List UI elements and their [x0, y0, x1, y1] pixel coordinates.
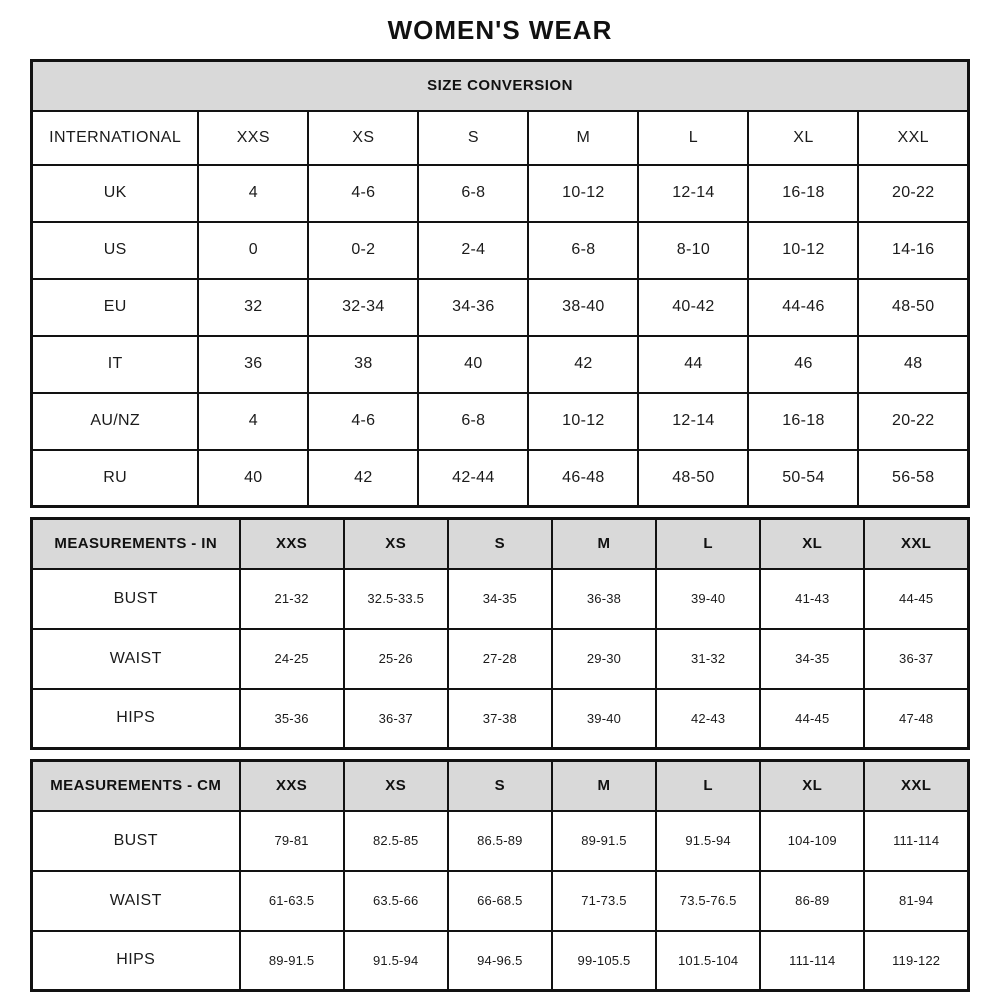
value-cell: 36-37: [344, 689, 448, 749]
value-cell: 32: [198, 279, 308, 336]
value-cell: 31-32: [656, 629, 760, 689]
value-cell: 29-30: [552, 629, 656, 689]
value-cell: 4: [198, 165, 308, 222]
value-cell: 119-122: [864, 931, 968, 991]
column-header-cell: M: [528, 111, 638, 165]
row-label-cell: BUST: [32, 811, 240, 871]
column-header-cell: XXL: [864, 761, 968, 811]
value-cell: 91.5-94: [656, 811, 760, 871]
value-cell: 89-91.5: [552, 811, 656, 871]
value-cell: 4-6: [308, 393, 418, 450]
value-cell: 4-6: [308, 165, 418, 222]
value-cell: 20-22: [858, 165, 968, 222]
column-header-cell: XL: [748, 111, 858, 165]
value-cell: 71-73.5: [552, 871, 656, 931]
value-cell: 86-89: [760, 871, 864, 931]
column-header-cell: XS: [344, 519, 448, 569]
value-cell: 2-4: [418, 222, 528, 279]
value-cell: 4: [198, 393, 308, 450]
size-conversion-table: [30, 59, 970, 508]
column-header-cell: M: [552, 519, 656, 569]
value-cell: 63.5-66: [344, 871, 448, 931]
table-title-cell: MEASUREMENTS - IN: [32, 519, 240, 569]
value-cell: 14-16: [858, 222, 968, 279]
column-header-cell: INTERNATIONAL: [32, 111, 199, 165]
column-header-cell: M: [552, 761, 656, 811]
value-cell: 61-63.5: [240, 871, 344, 931]
value-cell: 56-58: [858, 450, 968, 507]
column-header-row: [32, 761, 969, 811]
table-band-title: SIZE CONVERSION: [32, 61, 969, 111]
row-label-cell: RU: [32, 450, 199, 507]
column-header-cell: XXS: [198, 111, 308, 165]
column-header-cell: S: [418, 111, 528, 165]
table-title-cell: MEASUREMENTS - CM: [32, 761, 240, 811]
value-cell: 46-48: [528, 450, 638, 507]
row-label-cell: WAIST: [32, 629, 240, 689]
value-cell: 48-50: [638, 450, 748, 507]
value-cell: 6-8: [528, 222, 638, 279]
value-cell: 12-14: [638, 165, 748, 222]
column-header-cell: XXS: [240, 519, 344, 569]
row-label-cell: EU: [32, 279, 199, 336]
column-header-cell: S: [448, 519, 552, 569]
value-cell: 27-28: [448, 629, 552, 689]
value-cell: 48: [858, 336, 968, 393]
value-cell: 39-40: [656, 569, 760, 629]
row-label-cell: IT: [32, 336, 199, 393]
value-cell: 38-40: [528, 279, 638, 336]
value-cell: 34-35: [760, 629, 864, 689]
value-cell: 89-91.5: [240, 931, 344, 991]
value-cell: 50-54: [748, 450, 858, 507]
value-cell: 36: [198, 336, 308, 393]
value-cell: 24-25: [240, 629, 344, 689]
value-cell: 41-43: [760, 569, 864, 629]
value-cell: 40-42: [638, 279, 748, 336]
value-cell: 44-45: [760, 689, 864, 749]
value-cell: 91.5-94: [344, 931, 448, 991]
column-header-row: [32, 111, 969, 165]
value-cell: 42-44: [418, 450, 528, 507]
value-cell: 12-14: [638, 393, 748, 450]
value-cell: 39-40: [552, 689, 656, 749]
value-cell: 34-36: [418, 279, 528, 336]
row-label-cell: HIPS: [32, 689, 240, 749]
value-cell: 40: [198, 450, 308, 507]
value-cell: 79-81: [240, 811, 344, 871]
value-cell: 44: [638, 336, 748, 393]
value-cell: 20-22: [858, 393, 968, 450]
value-cell: 42: [308, 450, 418, 507]
value-cell: 0-2: [308, 222, 418, 279]
row-label-cell: BUST: [32, 569, 240, 629]
table-row: [32, 165, 969, 222]
value-cell: 44-46: [748, 279, 858, 336]
value-cell: 10-12: [528, 165, 638, 222]
value-cell: 48-50: [858, 279, 968, 336]
column-header-cell: XXL: [858, 111, 968, 165]
column-header-cell: XS: [308, 111, 418, 165]
column-header-cell: L: [638, 111, 748, 165]
value-cell: 94-96.5: [448, 931, 552, 991]
value-cell: 36-37: [864, 629, 968, 689]
row-label-cell: UK: [32, 165, 199, 222]
value-cell: 32.5-33.5: [344, 569, 448, 629]
value-cell: 32-34: [308, 279, 418, 336]
value-cell: 46: [748, 336, 858, 393]
value-cell: 104-109: [760, 811, 864, 871]
value-cell: 40: [418, 336, 528, 393]
column-header-cell: XL: [760, 519, 864, 569]
value-cell: 44-45: [864, 569, 968, 629]
measurements-in-table: [30, 517, 970, 750]
table-band-row: [32, 61, 969, 111]
value-cell: 6-8: [418, 393, 528, 450]
table-row: [32, 569, 969, 629]
column-header-cell: XS: [344, 761, 448, 811]
table-row: [32, 811, 969, 871]
value-cell: 21-32: [240, 569, 344, 629]
value-cell: 99-105.5: [552, 931, 656, 991]
table-row: [32, 689, 969, 749]
page-title: WOMEN'S WEAR: [387, 15, 613, 45]
value-cell: 6-8: [418, 165, 528, 222]
table-row: [32, 393, 969, 450]
value-cell: 42-43: [656, 689, 760, 749]
table-row: [32, 629, 969, 689]
row-label-cell: AU/NZ: [32, 393, 199, 450]
value-cell: 0: [198, 222, 308, 279]
value-cell: 86.5-89: [448, 811, 552, 871]
row-label-cell: WAIST: [32, 871, 240, 931]
table-row: [32, 222, 969, 279]
table-row: [32, 279, 969, 336]
value-cell: 81-94: [864, 871, 968, 931]
value-cell: 36-38: [552, 569, 656, 629]
column-header-cell: XXL: [864, 519, 968, 569]
table-row: [32, 871, 969, 931]
value-cell: 16-18: [748, 393, 858, 450]
column-header-cell: L: [656, 761, 760, 811]
value-cell: 66-68.5: [448, 871, 552, 931]
value-cell: 25-26: [344, 629, 448, 689]
value-cell: 42: [528, 336, 638, 393]
column-header-cell: L: [656, 519, 760, 569]
column-header-cell: XXS: [240, 761, 344, 811]
measurements-cm-table: [30, 759, 970, 992]
value-cell: 34-35: [448, 569, 552, 629]
table-row: [32, 450, 969, 507]
value-cell: 47-48: [864, 689, 968, 749]
value-cell: 73.5-76.5: [656, 871, 760, 931]
column-header-row: [32, 519, 969, 569]
value-cell: 10-12: [528, 393, 638, 450]
row-label-cell: US: [32, 222, 199, 279]
value-cell: 38: [308, 336, 418, 393]
value-cell: 16-18: [748, 165, 858, 222]
value-cell: 111-114: [760, 931, 864, 991]
value-cell: 37-38: [448, 689, 552, 749]
value-cell: 111-114: [864, 811, 968, 871]
table-row: [32, 336, 969, 393]
column-header-cell: S: [448, 761, 552, 811]
value-cell: 35-36: [240, 689, 344, 749]
value-cell: 101.5-104: [656, 931, 760, 991]
value-cell: 82.5-85: [344, 811, 448, 871]
row-label-cell: HIPS: [32, 931, 240, 991]
value-cell: 10-12: [748, 222, 858, 279]
column-header-cell: XL: [760, 761, 864, 811]
table-row: [32, 931, 969, 991]
value-cell: 8-10: [638, 222, 748, 279]
